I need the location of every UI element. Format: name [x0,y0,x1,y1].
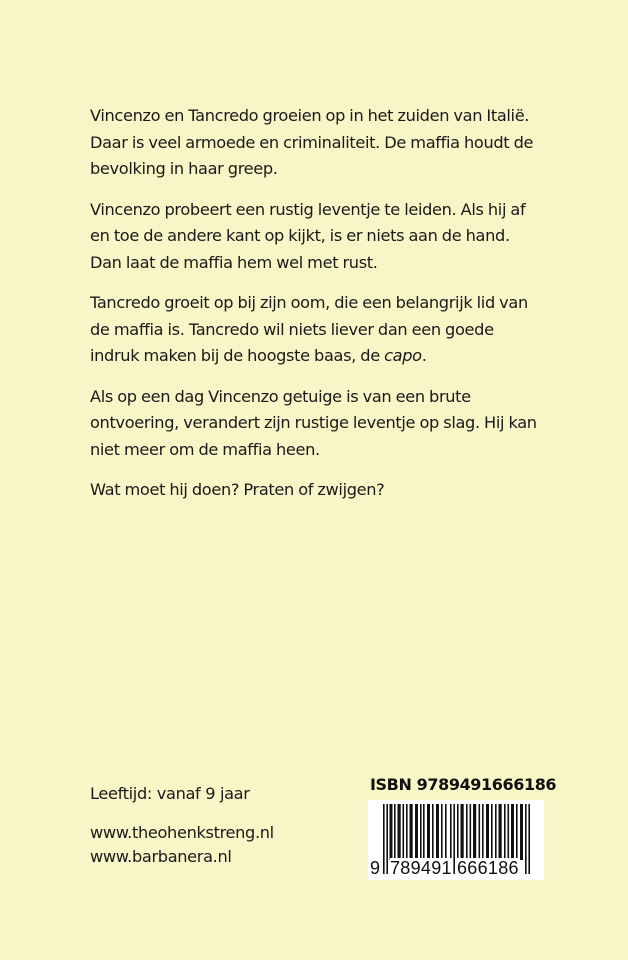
trailing-period: . [421,346,427,365]
blurb-line: Vincenzo probeert een rustig leventje te leiden. Als hij af [90,199,526,219]
blurb-paragraph-4 [90,384,560,464]
isbn-label: ISBN 9789491666186 [370,775,557,794]
book-meta [90,781,274,869]
isbn-barcode [368,800,544,880]
blurb-line: de maffia is. Tancredo wil niets liever dan een goede [90,319,494,339]
back-cover-blurb [90,103,560,518]
blurb-line: bevolking in haar greep. [90,159,278,178]
blurb-line: Dan laat de maffia hem wel met rust. [90,252,378,272]
blurb-line-text: indruk maken bij de hoogste baas, de [90,346,385,365]
blurb-line-with-italic [90,343,560,370]
blurb-line: Tancredo groeit op bij zijn oom, die een belangrijk lid van [90,293,528,312]
blurb-line: en toe de andere kant op kijkt, is er niets aan de hand. [90,226,510,245]
barcode-first-digit: 9 [370,858,381,878]
barcode-left-digits: 789491 [390,858,452,878]
italic-word-capo: capo [384,346,422,365]
blurb-paragraph-5 [90,477,560,504]
blurb-line: Daar is veel armoede en criminaliteit. De maffia houdt de [90,132,534,152]
blurb-line: niet meer om de maffia heen. [90,439,320,459]
blurb-paragraph-2 [90,197,560,277]
blurb-paragraph-1 [90,103,560,183]
author-website-link[interactable]: www.theohenkstreng.nl [90,823,274,842]
publisher-website-link[interactable]: www.barbanera.nl [90,847,232,866]
blurb-line: ontvoering, verandert zijn rustige leventje op slag. Hij kan [90,413,537,432]
blurb-line: Als op een dag Vincenzo getuige is van een brute [90,386,471,406]
blurb-paragraph-3 [90,290,560,370]
age-recommendation: Leeftijd: vanaf 9 jaar [90,784,250,803]
blurb-line: Vincenzo en Tancredo groeien op in het zuiden van Italië. [90,106,530,125]
barcode-right-digits: 666186 [457,858,519,878]
blurb-line: Wat moet hij doen? Praten of zwijgen? [90,480,385,499]
